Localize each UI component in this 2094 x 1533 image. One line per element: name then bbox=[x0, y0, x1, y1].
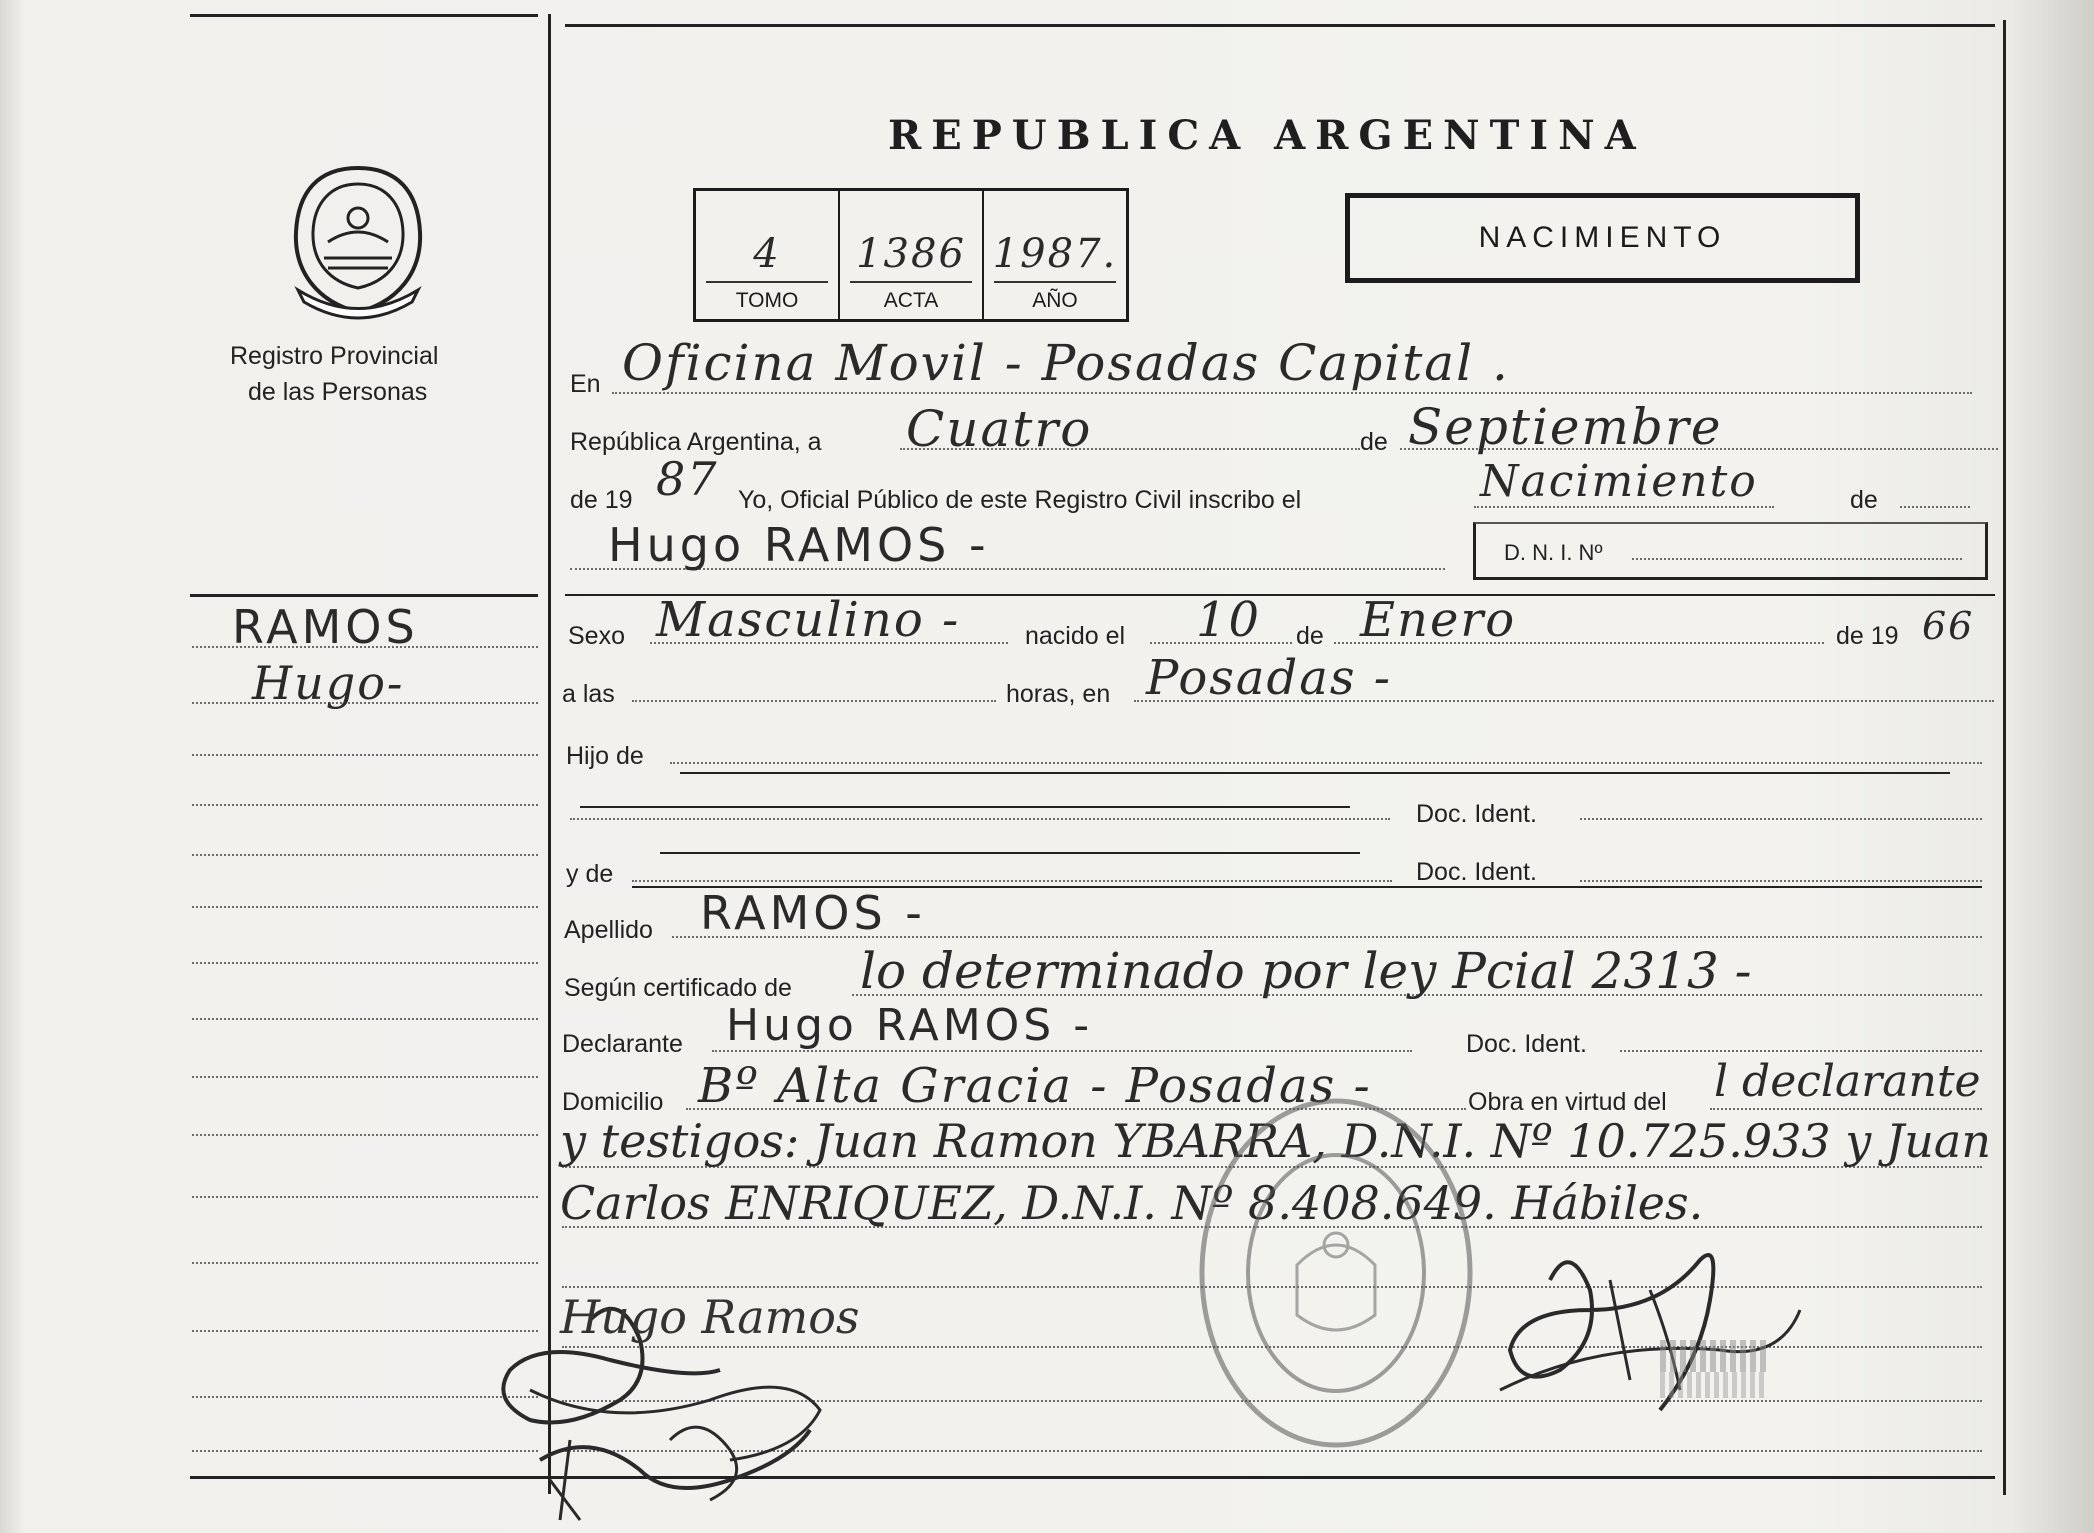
sidebar-line bbox=[192, 804, 538, 806]
ano-cell bbox=[984, 191, 1126, 319]
doc-ident-label-3: Doc. Ident. bbox=[1466, 1030, 1587, 1058]
sidebar-line bbox=[192, 1134, 538, 1136]
de-line-2 bbox=[1900, 506, 1970, 508]
en-label: En bbox=[570, 370, 601, 398]
dni-box bbox=[1473, 522, 1988, 580]
year-prefix: de 19 bbox=[570, 486, 633, 514]
sidebar-line bbox=[192, 1076, 538, 1078]
tomo-cell bbox=[696, 191, 840, 319]
tomo-underline bbox=[706, 281, 828, 283]
apellido-label: Apellido bbox=[564, 916, 653, 944]
obra-value: l declarante bbox=[1714, 1056, 1981, 1107]
father-name-line bbox=[570, 818, 1390, 820]
dni-label: D. N. I. Nº bbox=[1504, 540, 1603, 565]
province-seal-icon bbox=[288, 162, 428, 320]
domicilio-value: Bº Alta Gracia - Posadas - bbox=[698, 1058, 1372, 1114]
horas-label: horas, en bbox=[1006, 680, 1111, 708]
page-title: REPUBLICA ARGENTINA bbox=[888, 112, 1646, 159]
obra-line bbox=[1710, 1108, 1982, 1110]
person-value: Hugo RAMOS - bbox=[608, 518, 990, 572]
official-signature-icon bbox=[1480, 1220, 1810, 1440]
witness-line-1-text: y testigos: Juan Ramon YBARRA, D.N.I. Nº 10.725.933 y Juan bbox=[560, 1114, 1991, 1168]
record-type-box: NACIMIENTO bbox=[1345, 193, 1860, 283]
sexo-label: Sexo bbox=[568, 622, 625, 650]
ano-underline bbox=[994, 281, 1116, 283]
tomo-label: TOMO bbox=[735, 289, 799, 312]
doc-ident-line-2 bbox=[1580, 880, 1982, 882]
doc-ident-line bbox=[1580, 818, 1982, 820]
year-value: 87 bbox=[656, 452, 719, 506]
sidebar-given-name: Hugo- bbox=[252, 656, 405, 710]
dni-line bbox=[1632, 558, 1962, 560]
a-las-label: a las bbox=[562, 680, 615, 708]
act-value: Nacimiento bbox=[1480, 456, 1758, 507]
top-rule-right bbox=[565, 24, 1995, 27]
domicilio-label: Domicilio bbox=[562, 1088, 664, 1116]
sidebar-line bbox=[192, 854, 538, 856]
birth-year-prefix: de 19 bbox=[1836, 622, 1899, 650]
witness-line-2-text: Carlos ENRIQUEZ, D.N.I. Nº 8.408.649. Hábiles. bbox=[560, 1176, 1704, 1230]
registry-number-box bbox=[693, 188, 1129, 322]
en-line bbox=[612, 392, 1972, 394]
doc-ident-label-2: Doc. Ident. bbox=[1416, 858, 1537, 886]
hijo-label: Hijo de bbox=[566, 742, 644, 770]
sidebar-line bbox=[192, 1196, 538, 1198]
birth-day: 10 bbox=[1196, 592, 1262, 648]
republica-label: República Argentina, a bbox=[570, 428, 822, 456]
nacido-label: nacido el bbox=[1025, 622, 1126, 650]
tomo-value: 4 bbox=[753, 231, 781, 277]
declarante-label: Declarante bbox=[562, 1030, 683, 1058]
segun-label: Según certificado de bbox=[564, 974, 792, 1002]
apellido-value: RAMOS - bbox=[700, 886, 926, 940]
registry-name-line1: Registro Provincial bbox=[230, 342, 439, 370]
mother-overline bbox=[660, 852, 1360, 854]
birth-month: Enero bbox=[1360, 592, 1517, 648]
sidebar-line bbox=[192, 962, 538, 964]
acta-label: ACTA bbox=[883, 289, 939, 312]
de-label-3: de bbox=[1296, 622, 1324, 650]
sidebar-line bbox=[192, 906, 538, 908]
official-name-stamp-residue bbox=[1660, 1340, 1768, 1372]
birth-place: Posadas - bbox=[1146, 650, 1392, 706]
bottom-rule bbox=[190, 1476, 1995, 1479]
birth-year: 66 bbox=[1922, 604, 1975, 648]
acta-value: 1386 bbox=[856, 231, 966, 277]
y-de-label: y de bbox=[566, 860, 614, 888]
sidebar-surname: RAMOS bbox=[232, 600, 419, 654]
sexo-value: Masculino - bbox=[656, 592, 961, 648]
declarant-signature-text: Hugo Ramos bbox=[560, 1290, 860, 1344]
hijo-underline bbox=[680, 772, 1950, 774]
hijo-line bbox=[670, 762, 1982, 764]
father-name-underline bbox=[580, 806, 1350, 808]
ano-label: AÑO bbox=[1032, 289, 1078, 312]
sidebar-line bbox=[192, 754, 538, 756]
left-column-border bbox=[548, 14, 551, 1494]
mother-line bbox=[632, 880, 1392, 882]
declarante-value: Hugo RAMOS - bbox=[726, 1000, 1094, 1051]
acta-cell bbox=[840, 191, 984, 319]
acta-underline bbox=[850, 281, 972, 283]
de-label: de bbox=[1360, 428, 1388, 456]
de-label-2: de bbox=[1850, 486, 1878, 514]
hours-line bbox=[632, 700, 996, 702]
month-value: Septiembre bbox=[1408, 398, 1723, 456]
registry-name-line2: de las Personas bbox=[248, 378, 428, 406]
sidebar-line bbox=[192, 1262, 538, 1264]
doc-ident-line-3 bbox=[1620, 1050, 1982, 1052]
day-value: Cuatro bbox=[906, 400, 1093, 458]
sidebar-separator bbox=[190, 594, 538, 597]
official-title-stamp-residue bbox=[1660, 1372, 1768, 1398]
obra-label: Obra en virtud del bbox=[1468, 1088, 1667, 1116]
right-border bbox=[2003, 20, 2006, 1495]
segun-value: lo determinado por ley Pcial 2313 - bbox=[860, 942, 1752, 1000]
sidebar-line bbox=[192, 1018, 538, 1020]
doc-ident-label: Doc. Ident. bbox=[1416, 800, 1537, 828]
ano-value: 1987. bbox=[992, 231, 1118, 277]
official-stamp-icon bbox=[1197, 1095, 1475, 1450]
oficial-text: Yo, Oficial Público de este Registro Civil inscribo el bbox=[738, 486, 1302, 514]
en-value: Oficina Movil - Posadas Capital . bbox=[622, 334, 1510, 392]
top-rule-left bbox=[190, 14, 538, 17]
